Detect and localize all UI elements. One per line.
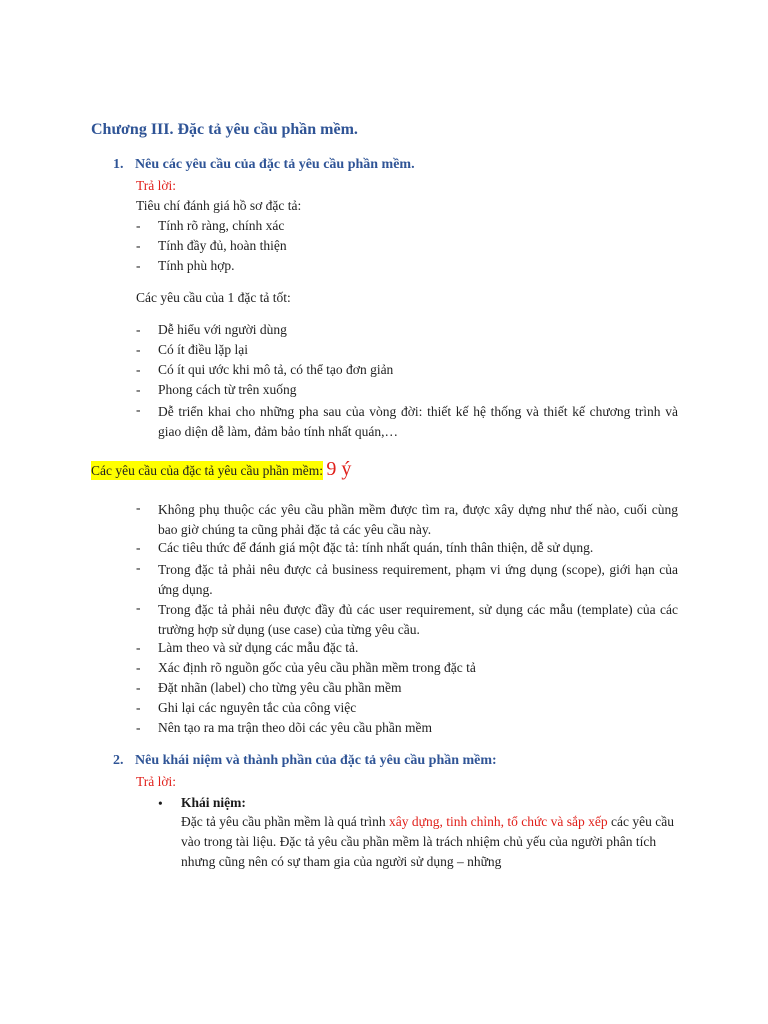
- dash: -: [136, 700, 141, 715]
- requirement-item: Xác định rõ nguồn gốc của yêu cầu phần mềm trong đặc tả: [158, 660, 476, 675]
- answer-label-1: Trả lời:: [136, 178, 177, 193]
- good-spec-item: Dễ hiểu với người dùng: [158, 322, 287, 337]
- question-1-text: Nêu các yêu cầu của đặc tả yêu cầu phần mềm.: [135, 157, 415, 172]
- requirement-item: Làm theo và sử dụng các mẫu đặc tả.: [158, 640, 359, 655]
- dash: -: [136, 540, 141, 555]
- requirement-item: Các tiêu thức để đánh giá một đặc tả: tính nhất quán, tính thân thiện, dễ sử dụng.: [158, 540, 594, 555]
- dash: -: [136, 382, 141, 397]
- requirement-item: Đặt nhãn (label) cho từng yêu cầu phần mềm: [158, 680, 402, 695]
- criteria-item: Tính phù hợp.: [158, 258, 235, 273]
- dash: -: [136, 640, 141, 655]
- bullet-icon: •: [158, 796, 163, 811]
- dash: -: [136, 720, 141, 735]
- concept-label: Khái niệm:: [181, 795, 246, 810]
- good-spec-intro: Các yêu cầu của 1 đặc tả tốt:: [136, 290, 291, 305]
- question-1-number: 1.: [113, 157, 124, 172]
- dash: -: [136, 218, 141, 233]
- dash: -: [136, 660, 141, 675]
- dash: -: [136, 500, 141, 515]
- answer-label-2: Trả lời:: [136, 774, 177, 789]
- dash: -: [136, 258, 141, 273]
- criteria-item: Tính đầy đủ, hoàn thiện: [158, 238, 287, 253]
- dash: -: [136, 238, 141, 253]
- chapter-title: Chương III. Đặc tả yêu cầu phần mềm.: [91, 121, 358, 138]
- requirement-item: Ghi lại các nguyên tắc của công việc: [158, 700, 357, 715]
- good-spec-item: Có ít điều lặp lại: [158, 342, 248, 357]
- requirement-item: Trong đặc tả phải nêu được cả business requirement, phạm vi ứng dụng (scope), giới hạn của ứng dụng.: [158, 562, 678, 597]
- requirement-item: Nên tạo ra ma trận theo dõi các yêu cầu phần mềm: [158, 720, 433, 735]
- question-2-number: 2.: [113, 753, 124, 768]
- question-1-heading: [113, 157, 415, 173]
- requirements-heading-line: [91, 458, 351, 481]
- dash: -: [136, 600, 141, 615]
- requirement-item: Không phụ thuộc các yêu cầu phần mềm được tìm ra, được xây dựng như thế nào, cuối cùng bao giờ chúng ta cũng phải đặc tả các yêu cầu này.: [158, 502, 678, 537]
- requirement-item: Trong đặc tả phải nêu được đầy đủ các user requirement, sử dụng các mẫu (template) của các trường hợp sử dụng (use case) của từng yêu cầu.: [158, 602, 678, 637]
- dash: -: [136, 402, 141, 417]
- dash: -: [136, 362, 141, 377]
- dash: -: [136, 342, 141, 357]
- dash: -: [136, 680, 141, 695]
- good-spec-item: Phong cách từ trên xuống: [158, 382, 297, 397]
- concept-text-highlight: xây dựng, tinh chỉnh, tổ chức và sắp xếp: [389, 814, 608, 829]
- question-2-text: Nêu khái niệm và thành phần của đặc tả yêu cầu phần mềm:: [135, 753, 497, 768]
- criteria-intro: Tiêu chí đánh giá hồ sơ đặc tả:: [136, 198, 302, 213]
- criteria-item: Tính rõ ràng, chính xác: [158, 218, 285, 233]
- concept-paragraph: [181, 812, 681, 872]
- dash: -: [136, 560, 141, 575]
- nine-points-note: 9 ý: [326, 458, 352, 480]
- dash: -: [136, 322, 141, 337]
- concept-text-start: Đặc tả yêu cầu phần mềm là quá trình: [181, 814, 390, 829]
- concept-text-end: các yêu cầu vào trong tài liệu. Đặc tả yêu cầu phần mềm là trách nhiệm chủ yếu của người phân tích nhưng cũng nên có sự tham gia của người sử dụng – những: [181, 814, 674, 869]
- question-2-heading: [113, 753, 497, 769]
- highlighted-text: Các yêu cầu của đặc tả yêu cầu phần mềm:: [91, 463, 324, 478]
- good-spec-item: Dễ triển khai cho những pha sau của vòng đời: thiết kế hệ thống và thiết kế chương trình và giao diện dễ làm, đảm bảo tính nhất quán,…: [158, 404, 678, 439]
- good-spec-item: Có ít qui ước khi mô tả, có thể tạo đơn giản: [158, 362, 394, 377]
